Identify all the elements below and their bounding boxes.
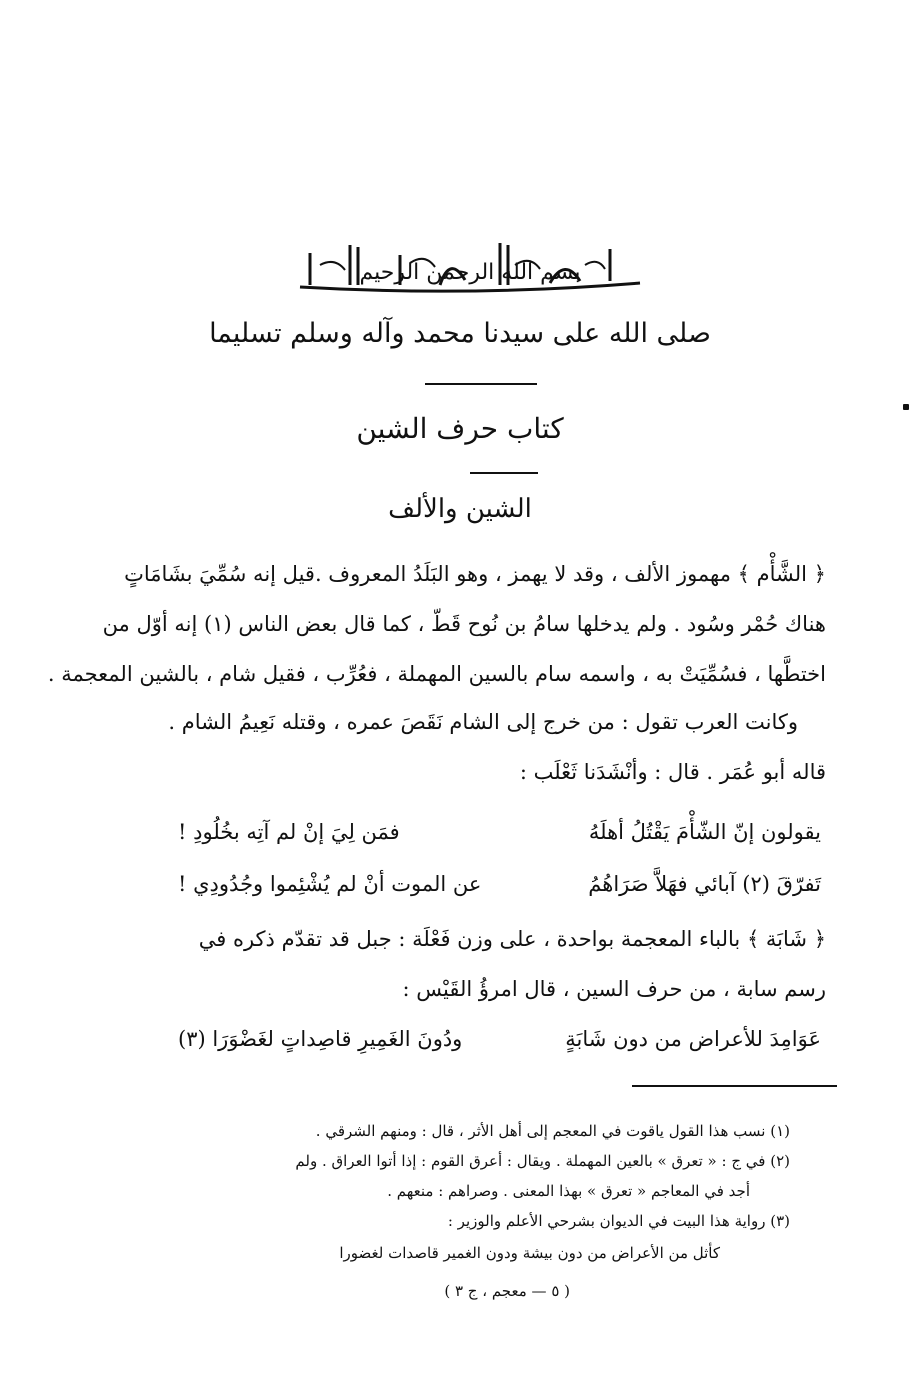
footnote-divider	[632, 1085, 837, 1087]
verse-3-first-hemistich: عَوَامِدَ للأعراض من دون شَابَةٍ	[565, 1027, 821, 1051]
entry-sham	[47, 560, 826, 700]
text-line: قاله أبو عُمَر . قال : وأنْشَدَنا ثَعْلَب :	[519, 760, 826, 784]
basmala-graphic	[290, 235, 650, 305]
text-line: ﴿ الشَّأْم ﴾ مهموز الألف ، وقد لا يهمز ، وهو البَلَدُ المعروف .قيل إنه سُمِّيَ بشَامَاتٍ	[124, 562, 826, 586]
book-title: كتاب حرف الشين	[356, 412, 564, 445]
verse-1-first-hemistich: يقولون إنّ الشّأْمَ يَقْتُلُ أهلَهُ	[588, 820, 821, 844]
text-line: هناك حُمْر وسُود . ولم يدخلها سامُ بن نُوح قَطّ ، كما قال بعض الناس (١) إنه أوّل من	[102, 612, 826, 636]
text-line: رسم سابة ، من حرف السين ، قال امرؤُ القَيْس :	[402, 977, 826, 1001]
verse-1-second-hemistich: فمَن لِيَ إنْ لم آتِه بخُلُودِ !	[178, 820, 400, 844]
basmala-calligraphy	[290, 235, 650, 305]
verse-2-second-hemistich: عن الموت أنْ لم يُشْئِموا وجُدُودِي !	[178, 872, 482, 896]
footnotes	[175, 1122, 790, 1312]
margin-mark	[903, 404, 909, 410]
entry-arab-saying	[168, 708, 826, 798]
basmala-text: بسم الله الرحمن الرحيم	[359, 260, 581, 285]
verse-3-second-hemistich: ودُونَ الغَمِيرِ قاصِداتٍ لغَضْوَرَا (٣)	[178, 1027, 463, 1051]
section-title: الشين والألف	[388, 494, 532, 524]
footnote-2-continued: أجد في المعاجم « تعرق » بهذا المعنى . وصراهم : منعهم .	[387, 1182, 750, 1200]
page-signature: ( ٥ — معجم ، ج ٣ )	[444, 1282, 570, 1300]
footnote-3-verse: كأثل من الأعراض من دون بيشة ودون الغمير قاصدات لغضورا	[339, 1244, 720, 1262]
text-line: اختطَّها ، فسُمِّيَتْ به ، واسمه سام بالسين المهملة ، فعُرِّب ، فقيل شام ، بالشين المعجمة .	[47, 662, 826, 686]
title-divider-2	[470, 472, 538, 474]
blessing-line: صلى الله على سيدنا محمد وآله وسلم تسليما	[209, 318, 711, 349]
text-line: وكانت العرب تقول : من خرج إلى الشام نَقَصَ عمره ، وقتله نَعِيمُ الشام .	[168, 710, 798, 734]
title-divider-1	[425, 383, 537, 385]
entry-shaba	[178, 925, 826, 1015]
footnote-3: (٣) رواية هذا البيت في الديوان بشرحي الأعلم والوزير :	[447, 1212, 790, 1230]
footnote-2: (٢) في ج : « تعرق » بالعين المهملة . ويقال : أعرق القوم : إذا أتوا العراق . ولم	[295, 1152, 790, 1170]
verse-2-first-hemistich: تَفرّقَ (٢) آبائي فهَلاَّ صَرَاهُمُ	[588, 872, 821, 896]
footnote-1: (١) نسب هذا القول ياقوت في المعجم إلى أهل الأثر ، قال : ومنهم الشرقي .	[315, 1122, 790, 1140]
text-line: ﴿ شَابَة ﴾ بالباء المعجمة بواحدة ، على وزن فَعْلَة : جبل قد تقدّم ذكره في	[198, 927, 826, 951]
